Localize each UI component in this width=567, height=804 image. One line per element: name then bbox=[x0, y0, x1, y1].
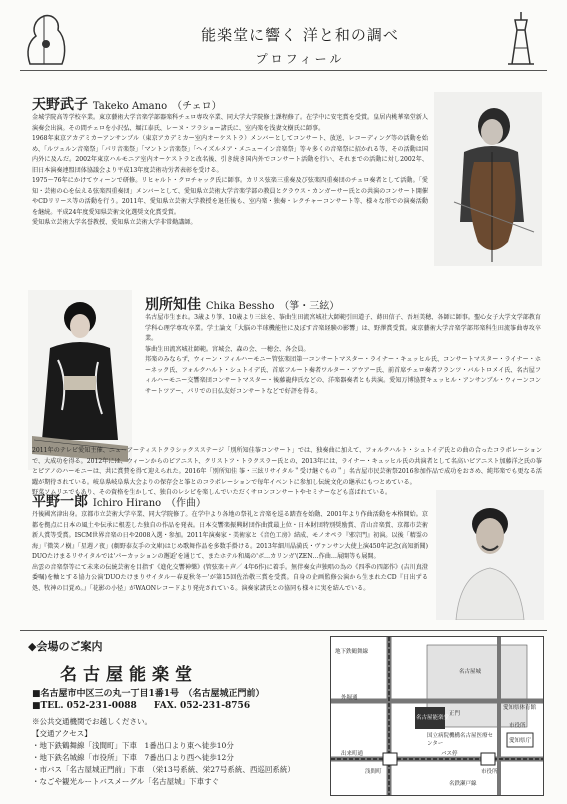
venue-divider bbox=[20, 630, 547, 631]
map-label-gate: 正門 bbox=[449, 711, 461, 717]
header-ornament-right bbox=[498, 10, 544, 68]
map-label-castle: 名古屋城 bbox=[459, 669, 482, 675]
hirano-bio bbox=[32, 510, 428, 594]
map-label-station-city: 市役所 bbox=[481, 769, 498, 775]
header-ornament-left bbox=[22, 12, 72, 68]
venue-heading: ◆会場のご案内 bbox=[28, 640, 103, 653]
venue-tel-number: ■TEL. 052-231-0088 bbox=[32, 701, 137, 711]
access-item: ・地下鉄鶴舞線「浅間町」下車 1番出口より東へ徒歩10分 bbox=[32, 741, 234, 750]
bessho-name bbox=[145, 294, 339, 314]
bessho-bio-p4: 2011年のテレビ愛知主催、ニューアーティストクラシックスステージ「別所知佳筝コンサート」では、独奏曲に加えて、フォルクハルト・シュトイデ氏との曲の合ったコラボレーションで、大成功を得る。2012年には、ウィーンからのピアニスト、クリストフ・トラクスラー氏との、2013年には、ライナー・キュッヒル氏の共演者として名高いピアニスト加藤洋之氏の筝とピアノのハーモニーは、共に賞賛を得て迎えられた。2016年「別所知佳 筝・三絃リサイタル＂受け継ぐもの＂」名古屋市民芸術祭2016参加作品で成功をおさめ、純邦楽でも更なる活躍が期待されている。岐阜県岐阜県大会よりの保存会と筝とのコラボレーションで毎年イベントに参加し伝統文化の継承にもつとめている。 bbox=[32, 447, 542, 486]
map-label-hall: 市役所 bbox=[509, 723, 526, 729]
bessho-bio-p1: 名古屋市生まれ。3歳より箏、10歳より三絃を、筝曲生田流宮城社大師範引田道子、蒔田信子、吾垣美穂、各師に師事。聖心女子大学文学部教育学科心理学専攻卒業。学士論文「大脳の半球機能往に及ぼす音楽経験の影響」は、野澤賞受賞。東京藝術大学音楽学部邦楽科生田流筝曲専攻卒業。 bbox=[145, 314, 541, 342]
map-label-bus: バス停 bbox=[441, 751, 458, 757]
access-item: ・市バス「名古屋城正門前」下車 （栄13号系統、栄27号系統、西巡回系統） bbox=[32, 765, 295, 774]
map-label-hospital: 国立病院機構名古屋医療センター bbox=[427, 733, 494, 747]
venue-tel bbox=[32, 701, 250, 711]
map-label-meitetsu: 名鉄瀬戸線 bbox=[449, 781, 477, 787]
amano-bio-p2: 1968年東京アカデミカーアンサンブル（東京アカデミカー室内オーケストラ）メンバーとしてコンサート、放送、レコーディング等の活動を始め、「ルツェルン音楽祭」「パリ音楽祭」「マントン音楽祭」「ヘイズルメア・メニューイン音楽祭」等々多くの音楽祭に招かれる等、その活動は国内外に及んだ。2002年東京ハルモニア室内オーケストラと改名後、引き続き国内外でコンサート活動を行い、それまでの活動に対し2002年、旧日本演奏連盟団体協議会より平成13年度芸術功労者表彰を受ける。 bbox=[32, 135, 428, 174]
bessho-bio-p2: 筝曲生田流宮城社師範。宮城会、森の会、一穂会、各会員。 bbox=[145, 345, 310, 353]
hirano-name-jp: 平野一郎 bbox=[32, 494, 88, 510]
amano-bio bbox=[32, 113, 428, 229]
hirano-bio-p2: 出雲の音楽祭等にて未来の伝統芸術を目指す《進化交響神樂》(管弦楽＋声／ 4年6作)に着手。無伴奏女声独唱の為の《四季の四部作》(吉川真澄委嘱)を軸とする協力公演'DUOたけまりサイタル～春夏秋冬～'が第15回佐治敬三賞を受賞。自身の企画監修公演から生まれたCD『日出ずる処、牧神の目覚め。』「花影の小径」がWAONレコードより発売されている。演奏家諸氏との協同も様々に実を結んでいる。 bbox=[32, 563, 428, 592]
bessho-instrument: （箏・三絃） bbox=[279, 301, 340, 312]
bessho-bio-p5: 野菜ソムリエでもあり、その資格を生かして、独自のレシピを楽しんでいただくサロンコンサートやセミナーなども喜ばれている。 bbox=[32, 489, 392, 496]
venue-name: 名古屋能楽堂 bbox=[60, 665, 198, 685]
hirano-photo bbox=[436, 490, 544, 620]
access-map bbox=[330, 636, 544, 796]
map-label-venue: 名古屋能楽堂 bbox=[416, 715, 450, 721]
venue-fax-number: FAX. 052-231-8756 bbox=[153, 701, 251, 711]
amano-name bbox=[32, 94, 222, 114]
hirano-instrument: （作曲） bbox=[166, 498, 207, 509]
header-divider bbox=[20, 70, 547, 71]
map-label-road2: 出来町通 bbox=[341, 751, 364, 757]
amano-bio-p1: 金城学院高等学校卒業。東京藝術大学音楽学部器楽科チェロ専攻卒業、同大学大学院修士課程修了。在学中に安宅賞を受賞。皇居内桃華楽堂新人演奏会出演。その間チェロを小沢弘、堀江泰氏、レーヌ・フラショー諸氏に、室内楽を浅妻文樹氏に師事。 bbox=[32, 114, 428, 132]
hirano-name bbox=[32, 491, 206, 511]
map-label-subway: 地下鉄鶴舞線 bbox=[335, 649, 369, 655]
access-item: ・なごや観光ルートバスメーグル「名古屋城」下車すぐ bbox=[32, 777, 220, 786]
venue-access bbox=[32, 716, 328, 788]
access-item: ・地下鉄名城線「市役所」下車 7番出口より西へ徒歩12分 bbox=[32, 753, 234, 762]
amano-photo bbox=[434, 92, 542, 266]
hirano-bio-p1: 丹後國宮津出身。京都市立芸術大学卒業、同大学院修了。在学中より各地の祭礼と音楽を巡る踏査を始動、2001年より作曲活動を本格開始。京都を拠点に日本の風土や伝承に根差した独自の作品を発表。日本交響楽振興財団作曲賞最上位・日本財団特別奨励賞、青山音楽賞、京都市芸術新人賞等受賞。ISCM世界音楽の日や2008入選・参加。2011年演奏家・美術家と《音色工房》結成、モノオペラ『邪宗門』初演。以後「精霊の海」『微笑ノ樹』「星週ノ夜」(劇野泰友手の文庫)はじめ歌舞作品を多数手掛ける。2013年細川晶満氏・ヴァンサン大使上演450年記念(高知新聞) DUOたけまるリサイタルでは'パーカッションの邂逅'を通じて、またホテル和風の'ボ…カリンガ'(ZEN…作曲…展開等も展開。 bbox=[32, 511, 428, 560]
amano-name-jp: 天野武子 bbox=[32, 97, 88, 113]
amano-bio-p4: 愛知県立芸術大学名誉教授、愛知県立芸術大学非常勤講師。 bbox=[32, 219, 197, 226]
bessho-bio bbox=[145, 313, 541, 397]
page-title: 能楽堂に響く 洋と和の調べ bbox=[201, 26, 399, 44]
map-label-road1: 外堀通 bbox=[341, 695, 358, 701]
bessho-name-jp: 別所知佳 bbox=[145, 297, 201, 313]
venue-parking-note: ※公共交通機関でお越しください。 bbox=[32, 717, 152, 726]
map-label-station-sengen: 浅間町 bbox=[365, 769, 382, 775]
map-label-stadium: 愛知県体育館 bbox=[503, 705, 537, 711]
page-subtitle: プロフィール bbox=[255, 52, 345, 66]
amano-name-en: Takeko Amano bbox=[92, 101, 168, 112]
bessho-bio-p3: 邦楽のみならず、ウィーン・フィルハーモニー管弦楽団第一コンサートマスター・ライナー・キュッヒル氏、コンサートマスター・ライナー・ホーネック氏、フォルクハルト・シュトイデ氏、首席フルート奏者ワルター・アウアー氏、前首席チェロ奏者フランツ・バルトロメイ氏、名古屋フィルハーモニー交響楽団コンサートマスター・後藤龍伸氏などの、洋楽器奏者とも共演。愛知万博協賛キュッヒル・アンサンブル・ウィーンコンサートツアー、パリでの日仏友好コンサートなどで好評を得る。 bbox=[145, 356, 541, 395]
venue-address: ■名古屋市中区三の丸一丁目1番1号 （名古屋城正門前） bbox=[32, 689, 265, 699]
map-label-prefecture: 愛知県庁 bbox=[509, 738, 532, 744]
amano-instrument: （チェロ） bbox=[171, 101, 222, 112]
amano-bio-p3: 1975〜76年にかけてウィーンで研修。リヒャルト・クロチャック氏に師事。カリス弦楽三重奏及び弦楽四重奏団のチェロ奏者として活動。「愛知・芸術の心を伝える弦楽四重奏団」メンバーとして、愛知県立芸術大学音楽学部の教員とクラウス・カンガーサー氏との共演のコンサート開催やCDリリース等の活動を行う。2011年、愛知県立芸術大学教授を退任後も、室内楽・独奏・レクチャーコンサート等、様々な形での演奏活動を継続。平成24年度愛知県芸術文化選奨文化賞受賞。 bbox=[32, 177, 428, 216]
bessho-photo bbox=[28, 290, 132, 470]
venue-access-heading: 【交通アクセス】 bbox=[32, 729, 92, 738]
bessho-name-en: Chika Bessho bbox=[205, 301, 275, 312]
hirano-name-en: Ichiro Hirano bbox=[92, 498, 162, 509]
